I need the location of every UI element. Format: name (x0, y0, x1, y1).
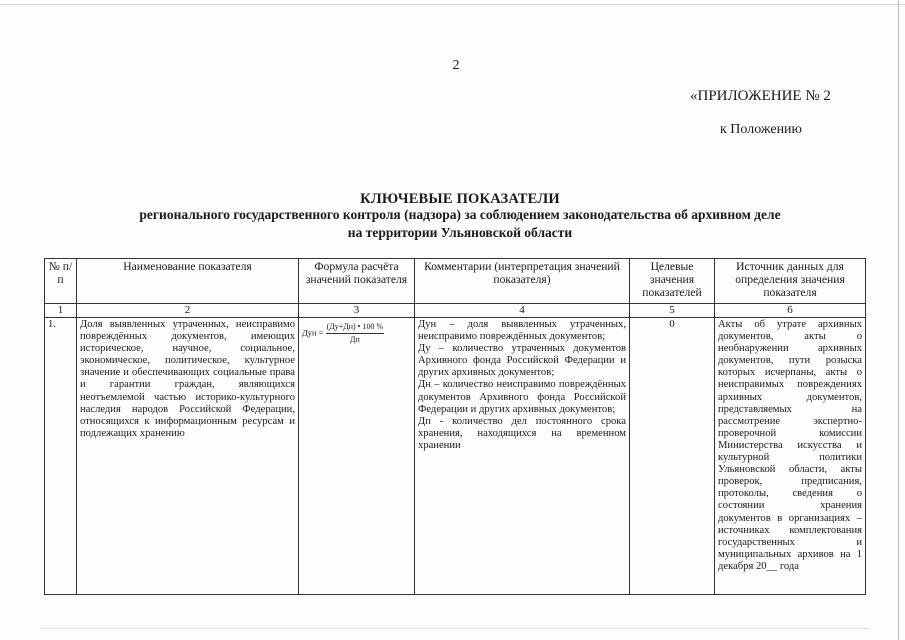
formula-lhs: Дун = (302, 327, 324, 338)
heading-line-1: КЛЮЧЕВЫЕ ПОКАЗАТЕЛИ (360, 191, 560, 207)
header-target-values: Целевые значения показателей (630, 259, 715, 304)
header-number: № п/п (45, 259, 77, 304)
column-numbers-row (45, 304, 866, 318)
heading-line-2: регионального государственного контроля (надзора) за соблюдением законодательства об архивном деле (139, 207, 781, 222)
header-indicator-name: Наименование показателя (77, 259, 299, 304)
header-data-source: Источник данных для определения значения показателя (715, 259, 866, 304)
heading-line-3: на территории Ульяновской области (347, 225, 573, 240)
column-number: 4 (415, 304, 630, 318)
indicator-name: Доля выявленных утраченных, неисправимо повреждённых документов, имеющих историческое, научное, социальное, экономическое, политическое, культурное значение и обеспечивающих социальные права и гарантии граждан, являющихся неотъемлемой частью историко-культурного наследия народов Российской Федерации, относящихся к информационным ресурсам и подлежащих хранению (77, 318, 299, 595)
header-comments: Комментарии (интерпретация значений показателя) (415, 259, 630, 304)
comment-line: Дп - количество дел постоянного срока хранения, находящихся на временном хранении (418, 415, 626, 451)
column-number: 3 (299, 304, 415, 318)
comment-line: Дун – доля выявленных утраченных, неисправимо повреждённых документов; (418, 319, 626, 343)
formula-cell (299, 318, 415, 595)
data-source: Акты об утрате архивных документов, акты о необнаружении архивных документов, пути розыска которых исчерпаны, акты о неисправимых повреждениях архивных документов, представляемых на рассмотрение экспертно-проверочной комиссии Министерства искусства и культурной политики Ульяновской области, акты проверок, предписания, протоколы, сведения о состоянии хранения документов в организациях – источниках комплектования государственных и муниципальных архивов на 1 декабря 20__ года (715, 318, 866, 595)
scan-edge-right (898, 0, 899, 640)
header-formula: Формула расчёта значений показателя (299, 259, 415, 304)
column-number: 1 (45, 304, 77, 318)
appendix-title: «ПРИЛОЖЕНИЕ № 2 (690, 88, 831, 104)
formula-denominator: Дп (350, 335, 360, 345)
column-number: 6 (715, 304, 866, 318)
formula-fraction (326, 321, 385, 346)
column-number: 5 (630, 304, 715, 318)
comment-line: Дн – количество неисправимо повреждённых документов Архивного фонда Российской Федерации и других архивных документов; (418, 379, 626, 415)
formula-numerator: (Ду+Дн) • 100 % (326, 321, 385, 334)
scan-artifact-line (40, 628, 870, 629)
indicators-table (44, 258, 866, 595)
row-number: 1. (45, 318, 77, 595)
column-number: 2 (77, 304, 299, 318)
page-number: 2 (452, 58, 460, 73)
table-header-row (45, 259, 866, 304)
appendix-subtitle: к Положению (720, 122, 803, 137)
target-value: 0 (630, 318, 715, 595)
table-row (45, 318, 866, 595)
formula (302, 321, 411, 346)
comments-cell (415, 318, 630, 595)
scan-edge-top (0, 4, 905, 5)
comment-line: Ду – количество утраченных документов Архивного фонда Российской Федерации и других архивных документов; (418, 343, 626, 379)
